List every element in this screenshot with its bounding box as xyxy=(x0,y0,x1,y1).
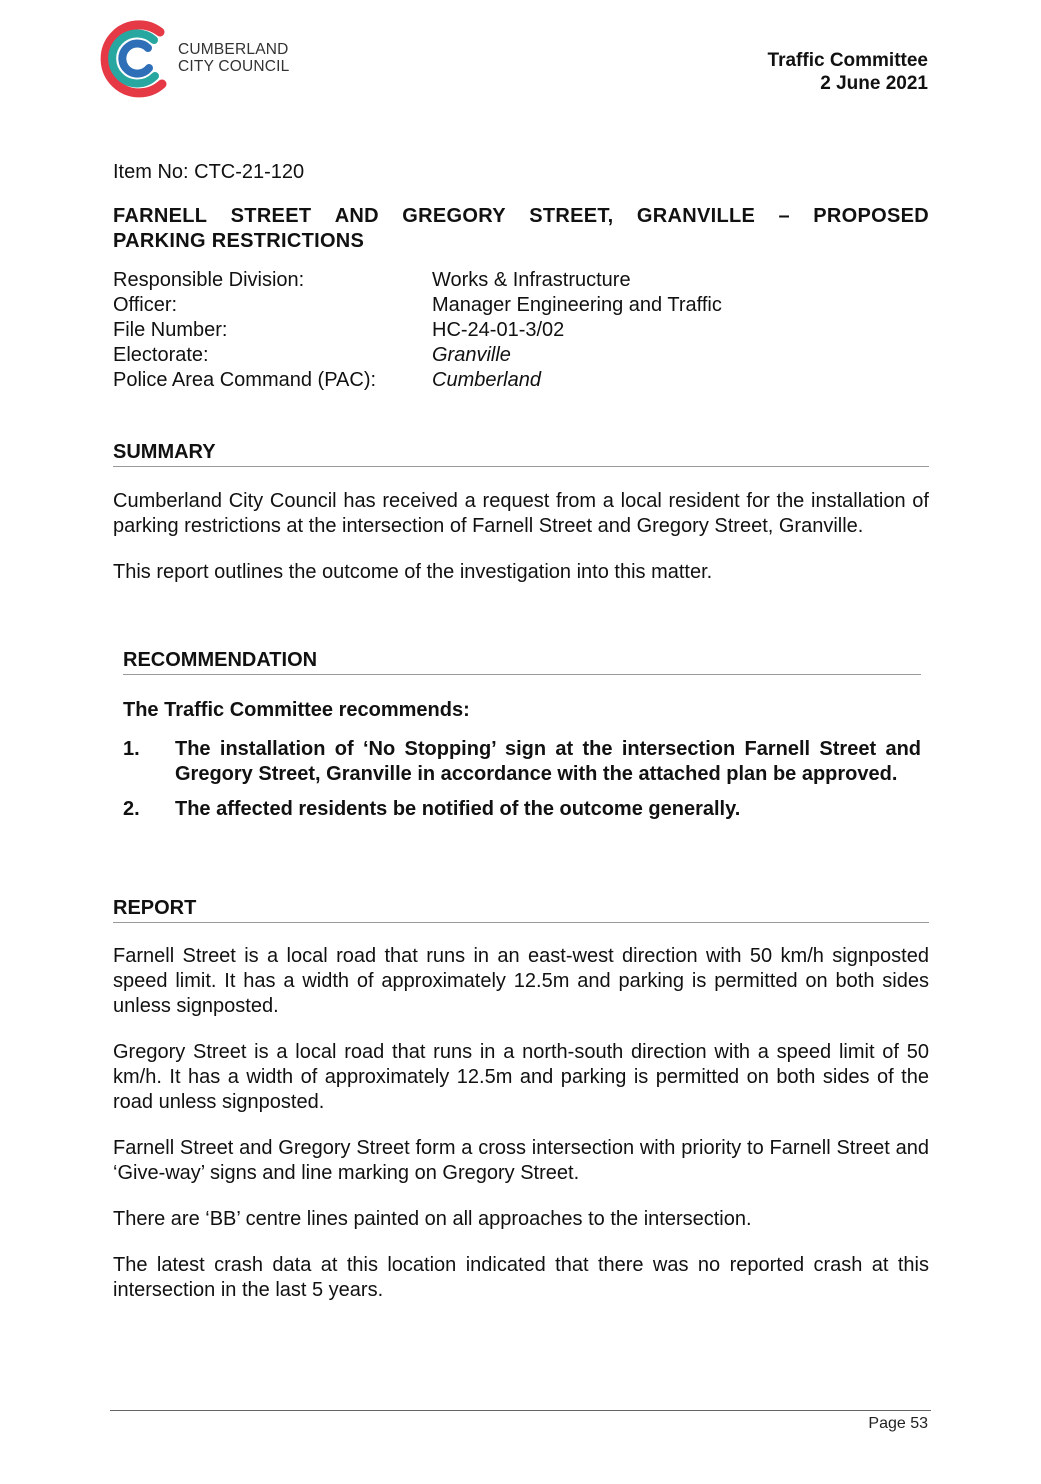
recommendation-text: The installation of ‘No Stopping’ sign at the intersection Farnell Street and Gregory Street, Granville in accordance with the attached plan be approved. xyxy=(175,738,921,785)
recommendation-number: 1. xyxy=(123,738,140,760)
report-body xyxy=(113,944,929,1303)
title-word: FARNELL xyxy=(113,205,208,227)
report-paragraph: Farnell Street and Gregory Street form a cross intersection with priority to Farnell Street and ‘Give-way’ signs and line marking on Gregory Street. xyxy=(113,1137,929,1184)
title-word: STREET xyxy=(230,205,312,227)
detail-row xyxy=(113,368,722,393)
detail-value: HC-24-01-3/02 xyxy=(432,319,565,341)
report-paragraph: Farnell Street is a local road that runs in an east-west direction with 50 km/h signposted speed limit. It has a width of approximately 12.5m and parking is permitted on both sides unless signposted. xyxy=(113,945,929,1017)
detail-label: Officer: xyxy=(113,294,178,316)
detail-value: Manager Engineering and Traffic xyxy=(432,294,722,316)
detail-value: Granville xyxy=(432,344,511,366)
detail-value: Works & Infrastructure xyxy=(432,269,631,291)
logo-line1: CUMBERLAND xyxy=(178,41,289,58)
report-paragraph: Gregory Street is a local road that runs in a north-south direction with a speed limit of 50 km/h. It has a width of approximately 12.5m and parking is permitted on both sides of the road unless signposted. xyxy=(113,1041,929,1113)
recommendation-heading: RECOMMENDATION xyxy=(123,648,921,675)
recommendation-lead: The Traffic Committee recommends: xyxy=(123,699,470,721)
title-word: STREET, xyxy=(529,205,614,227)
detail-row xyxy=(113,343,722,368)
recommendation-item xyxy=(123,737,921,787)
meeting-date: 2 June 2021 xyxy=(820,73,928,94)
recommendation-text: The affected residents be notified of the outcome generally. xyxy=(175,798,741,820)
report-paragraph: The latest crash data at this location indicated that there was no reported crash at this intersection in the last 5 years. xyxy=(113,1254,929,1301)
title-line-1 xyxy=(113,204,929,229)
logo-text xyxy=(178,41,290,75)
logo-line2: CITY COUNCIL xyxy=(178,58,290,75)
council-logo-icon xyxy=(100,18,172,98)
summary-paragraph: Cumberland City Council has received a request from a local resident for the installation of parking restrictions at the intersection of Farnell Street and Gregory Street, Granville. xyxy=(113,490,929,537)
report-paragraph: There are ‘BB’ centre lines painted on all approaches to the intersection. xyxy=(113,1208,752,1230)
detail-label: Police Area Command (PAC): xyxy=(113,369,377,391)
summary-section xyxy=(113,440,929,585)
recommendation-item xyxy=(123,797,921,822)
detail-label: Electorate: xyxy=(113,344,209,366)
item-header xyxy=(113,160,929,393)
committee-name: Traffic Committee xyxy=(767,50,928,71)
title-word: GRANVILLE xyxy=(636,205,756,227)
recommendation-number: 2. xyxy=(123,798,140,820)
footer-divider xyxy=(110,1410,931,1411)
detail-row xyxy=(113,268,722,293)
item-number: Item No: CTC-21-120 xyxy=(113,161,305,183)
title-line-2: PARKING RESTRICTIONS xyxy=(113,230,365,252)
detail-row xyxy=(113,293,722,318)
detail-value: Cumberland xyxy=(432,369,541,391)
title-word: PROPOSED xyxy=(813,205,929,227)
summary-paragraph: This report outlines the outcome of the investigation into this matter. xyxy=(113,561,713,583)
summary-heading: SUMMARY xyxy=(113,440,929,467)
report-section xyxy=(113,896,929,1303)
title-word: GREGORY xyxy=(402,205,506,227)
recommendation-list xyxy=(123,737,921,822)
item-details-table xyxy=(113,268,722,393)
report-heading: REPORT xyxy=(113,896,929,923)
detail-label: Responsible Division: xyxy=(113,269,305,291)
detail-label: File Number: xyxy=(113,319,228,341)
title-word: – xyxy=(778,205,790,227)
detail-row xyxy=(113,318,722,343)
title-word: AND xyxy=(334,205,379,227)
recommendation-section xyxy=(123,648,921,832)
page-number: Page 53 xyxy=(868,1415,928,1432)
council-logo xyxy=(100,18,290,98)
item-title xyxy=(113,204,929,254)
header-meta xyxy=(768,49,928,95)
